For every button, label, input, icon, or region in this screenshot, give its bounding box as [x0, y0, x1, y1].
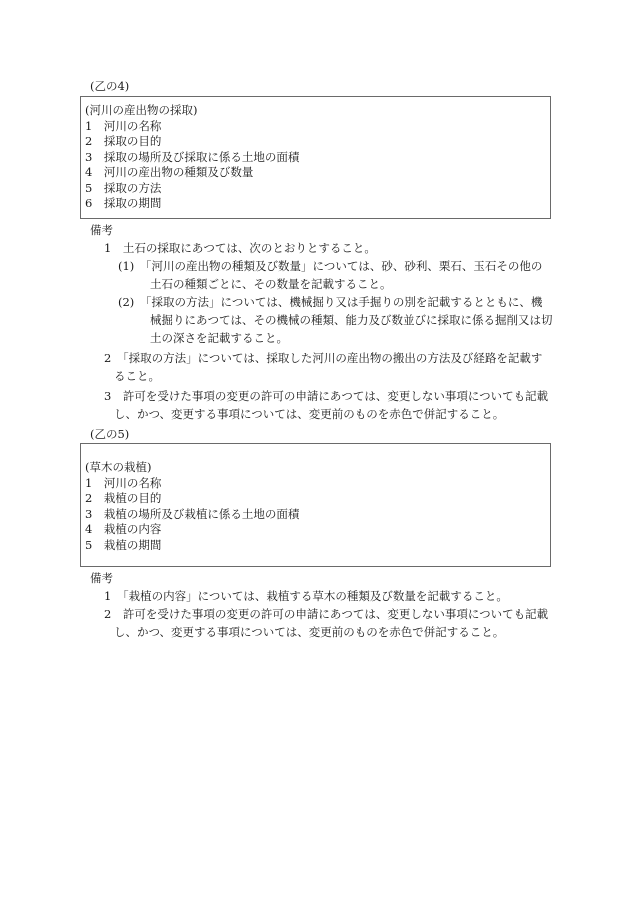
- remark-subitem-continuation: 土石の種類ごとに、その数量を記載すること。: [150, 277, 392, 291]
- box-item: 2 栽植の目的: [85, 491, 162, 505]
- section-label-otsu4: (乙の4): [90, 79, 130, 93]
- remark-item-continuation: し、かつ、変更する事項については、変更前のものを赤色で併記すること。: [114, 625, 505, 639]
- box-item: 5 採取の方法: [85, 180, 162, 195]
- remark-item: 2 「採取の方法」については、採取した河川の産出物の搬出の方法及び経路を記載す: [104, 351, 543, 365]
- box-title: (草木の栽植): [85, 460, 152, 474]
- box-item: 2 採取の目的: [85, 134, 162, 148]
- remark-item-continuation: し、かつ、変更する事項については、変更前のものを赤色で併記すること。: [114, 407, 505, 421]
- box-item: 6 採取の期間: [85, 196, 162, 210]
- form-box-otsu4: [80, 96, 551, 219]
- section-label-otsu5: (乙の5): [90, 427, 130, 441]
- remark-item: 1 土石の採取にあつては、次のとおりとすること。: [104, 241, 376, 255]
- box-item: 1 河川の名称: [85, 475, 162, 490]
- remark-subitem: (2) 「採取の方法」については、機械掘り又は手掘りの別を記載するとともに、機: [118, 295, 543, 309]
- box-item: 3 栽植の場所及び栽植に係る土地の面積: [85, 506, 300, 521]
- remark-item: 2 許可を受けた事項の変更の許可の申請にあつては、変更しない事項についても記載: [104, 607, 549, 621]
- box-item: 1 河川の名称: [85, 118, 162, 133]
- box-item: 4 河川の産出物の種類及び数量: [85, 165, 254, 179]
- box-title: (河川の産出物の採取): [85, 103, 198, 117]
- remark-item-continuation: ること。: [114, 369, 160, 383]
- remark-subitem: (1) 「河川の産出物の種類及び数量」については、砂、砂利、栗石、玉石その他の: [118, 259, 543, 273]
- remark-subitem-continuation: 土の深さを記載すること。: [150, 331, 288, 345]
- remark-item: 3 許可を受けた事項の変更の許可の申請にあつては、変更しない事項についても記載: [104, 389, 549, 403]
- remark-subitem-continuation: 械掘りにあつては、その機械の種類、能力及び数並びに採取に係る掘削又は切: [150, 313, 553, 327]
- box-item: 4 栽植の内容: [85, 522, 162, 536]
- box-item: 5 栽植の期間: [85, 537, 162, 552]
- remarks-title: 備考: [90, 571, 113, 585]
- box-item: 3 採取の場所及び採取に係る土地の面積: [85, 149, 300, 164]
- form-box-otsu5: [80, 443, 551, 567]
- remarks-title: 備考: [90, 223, 113, 237]
- remark-item: 1 「栽植の内容」については、栽植する草木の種類及び数量を記載すること。: [104, 589, 508, 603]
